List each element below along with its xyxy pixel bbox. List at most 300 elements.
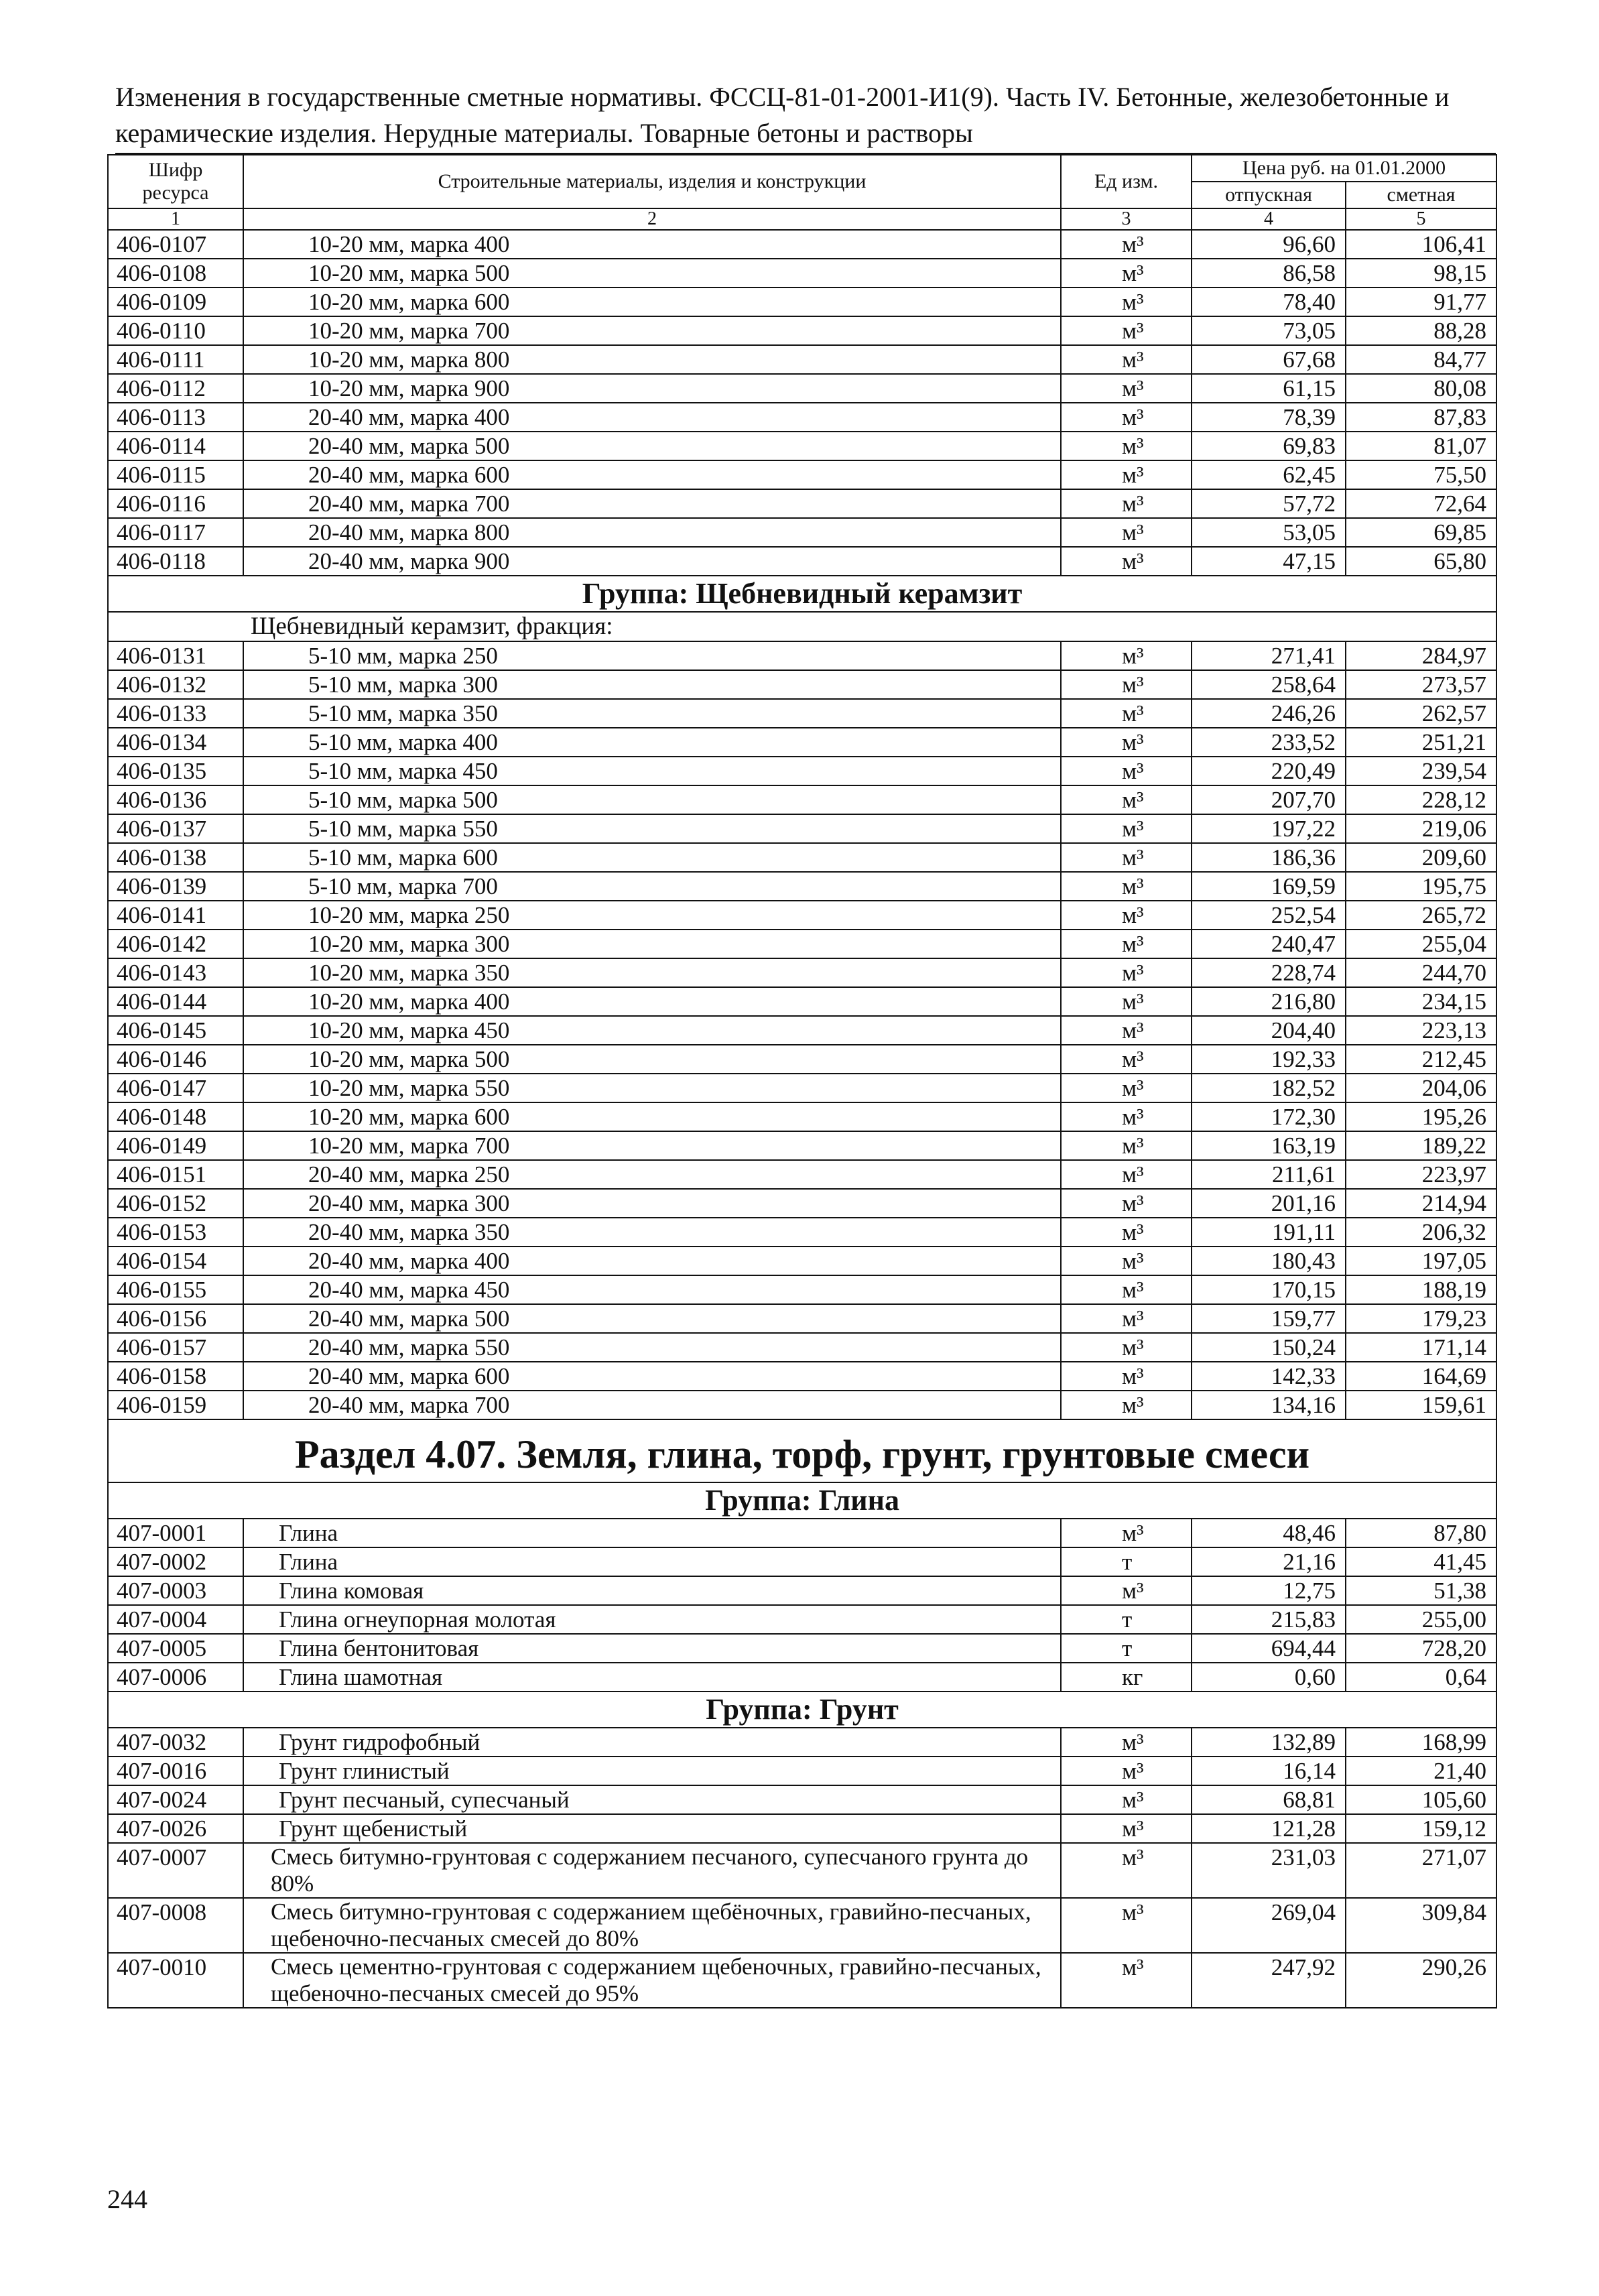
price-release: 271,41 — [1192, 641, 1346, 670]
price-release: 169,59 — [1192, 872, 1346, 901]
unit-of-measure: м³ — [1061, 1898, 1192, 1953]
section-block — [108, 1419, 1496, 1519]
price-estimate: 228,12 — [1346, 785, 1496, 814]
price-release: 192,33 — [1192, 1045, 1346, 1074]
table-row — [108, 641, 1496, 670]
price-release: 201,16 — [1192, 1189, 1346, 1218]
price-estimate: 219,06 — [1346, 814, 1496, 843]
material-name: 10-20 мм, марка 600 — [243, 1102, 1061, 1131]
column-number: 5 — [1346, 208, 1496, 230]
table-row — [108, 432, 1496, 460]
resource-code: 406-0146 — [108, 1045, 243, 1074]
material-name: 5-10 мм, марка 700 — [243, 872, 1061, 901]
resource-code: 406-0113 — [108, 403, 243, 432]
material-name: 5-10 мм, марка 500 — [243, 785, 1061, 814]
column-number: 3 — [1061, 208, 1192, 230]
resource-code: 407-0008 — [108, 1898, 243, 1953]
table-row — [108, 1519, 1496, 1547]
table-row — [108, 958, 1496, 987]
resource-code: 406-0115 — [108, 460, 243, 489]
price-release: 204,40 — [1192, 1016, 1346, 1045]
table-row — [108, 1045, 1496, 1074]
resource-code: 407-0006 — [108, 1663, 243, 1692]
table-row — [108, 547, 1496, 576]
material-name: Грунт гидрофобный — [243, 1728, 1061, 1757]
material-name: 5-10 мм, марка 450 — [243, 757, 1061, 785]
table-row — [108, 460, 1496, 489]
resource-code: 406-0145 — [108, 1016, 243, 1045]
material-name: 10-20 мм, марка 700 — [243, 316, 1061, 345]
material-name: 20-40 мм, марка 250 — [243, 1160, 1061, 1189]
col-header-price: Цена руб. на 01.01.2000 — [1192, 155, 1496, 182]
price-estimate: 171,14 — [1346, 1333, 1496, 1362]
unit-of-measure: м³ — [1061, 230, 1192, 259]
price-release: 246,26 — [1192, 699, 1346, 728]
material-name: 5-10 мм, марка 250 — [243, 641, 1061, 670]
table-row — [108, 901, 1496, 930]
table-row — [108, 1547, 1496, 1576]
unit-of-measure: м³ — [1061, 1074, 1192, 1102]
price-estimate: 244,70 — [1346, 958, 1496, 987]
price-release: 21,16 — [1192, 1547, 1346, 1576]
material-name: 20-40 мм, марка 400 — [243, 403, 1061, 432]
table-row — [108, 1576, 1496, 1605]
material-name: 10-20 мм, марка 500 — [243, 1045, 1061, 1074]
resource-code: 407-0005 — [108, 1634, 243, 1663]
material-name: 20-40 мм, марка 600 — [243, 460, 1061, 489]
price-estimate: 159,61 — [1346, 1391, 1496, 1419]
unit-of-measure: м³ — [1061, 1576, 1192, 1605]
price-estimate: 223,13 — [1346, 1016, 1496, 1045]
unit-of-measure: м³ — [1061, 374, 1192, 403]
resource-code: 406-0132 — [108, 670, 243, 699]
price-estimate: 168,99 — [1346, 1728, 1496, 1757]
price-release: 53,05 — [1192, 518, 1346, 547]
col-header-code: Шифр ресурса — [108, 155, 243, 208]
table-row — [108, 757, 1496, 785]
resource-code: 406-0141 — [108, 901, 243, 930]
price-estimate: 21,40 — [1346, 1757, 1496, 1785]
resource-code: 406-0110 — [108, 316, 243, 345]
unit-of-measure: т — [1061, 1605, 1192, 1634]
price-release: 78,40 — [1192, 288, 1346, 316]
unit-of-measure: м³ — [1061, 814, 1192, 843]
resource-code: 407-0010 — [108, 1953, 243, 2008]
resource-code: 406-0155 — [108, 1275, 243, 1304]
price-release: 211,61 — [1192, 1160, 1346, 1189]
unit-of-measure: м³ — [1061, 1304, 1192, 1333]
table-row — [108, 230, 1496, 259]
resource-code: 407-0024 — [108, 1785, 243, 1814]
resource-code: 406-0142 — [108, 930, 243, 958]
resource-code: 406-0137 — [108, 814, 243, 843]
material-name: 5-10 мм, марка 400 — [243, 728, 1061, 757]
price-release: 68,81 — [1192, 1785, 1346, 1814]
unit-of-measure: м³ — [1061, 1189, 1192, 1218]
price-release: 47,15 — [1192, 547, 1346, 576]
price-release: 67,68 — [1192, 345, 1346, 374]
section-title: Раздел 4.07. Земля, глина, торф, грунт, грунтовые смеси — [108, 1419, 1496, 1482]
unit-of-measure: м³ — [1061, 641, 1192, 670]
unit-of-measure: м³ — [1061, 1843, 1192, 1898]
price-estimate: 223,97 — [1346, 1160, 1496, 1189]
resource-code: 406-0157 — [108, 1333, 243, 1362]
price-estimate: 189,22 — [1346, 1131, 1496, 1160]
table-row — [108, 1160, 1496, 1189]
rows-block-b — [108, 641, 1496, 1419]
price-estimate: 209,60 — [1346, 843, 1496, 872]
subgroup-heading-keramzit: Щебневидный керамзит, фракция: — [108, 612, 1496, 641]
group-heading-grunt: Группа: Грунт — [108, 1692, 1496, 1728]
material-name: 10-20 мм, марка 550 — [243, 1074, 1061, 1102]
unit-of-measure: м³ — [1061, 1728, 1192, 1757]
price-estimate: 72,64 — [1346, 489, 1496, 518]
resource-code: 406-0138 — [108, 843, 243, 872]
price-release: 228,74 — [1192, 958, 1346, 987]
resource-code: 406-0154 — [108, 1247, 243, 1275]
material-name: Грунт щебенистый — [243, 1814, 1061, 1843]
resource-code: 406-0149 — [108, 1131, 243, 1160]
material-name: 20-40 мм, марка 350 — [243, 1218, 1061, 1247]
resource-code: 406-0147 — [108, 1074, 243, 1102]
price-estimate: 75,50 — [1346, 460, 1496, 489]
table-row — [108, 1634, 1496, 1663]
price-estimate: 197,05 — [1346, 1247, 1496, 1275]
price-estimate: 214,94 — [1346, 1189, 1496, 1218]
group-heading-glina: Группа: Глина — [108, 1482, 1496, 1519]
rows-block-e — [108, 1843, 1496, 2008]
resource-code: 406-0148 — [108, 1102, 243, 1131]
section-heading-row — [108, 1419, 1496, 1482]
resource-code: 406-0133 — [108, 699, 243, 728]
price-release: 142,33 — [1192, 1362, 1346, 1391]
unit-of-measure: м³ — [1061, 872, 1192, 901]
material-name: 5-10 мм, марка 550 — [243, 814, 1061, 843]
resource-code: 406-0158 — [108, 1362, 243, 1391]
price-estimate: 262,57 — [1346, 699, 1496, 728]
unit-of-measure: м³ — [1061, 728, 1192, 757]
price-estimate: 80,08 — [1346, 374, 1496, 403]
table-row — [108, 1814, 1496, 1843]
column-number: 4 — [1192, 208, 1346, 230]
table-row — [108, 814, 1496, 843]
price-release: 240,47 — [1192, 930, 1346, 958]
col-header-name: Строительные материалы, изделия и конструкции — [243, 155, 1061, 208]
rows-block-c — [108, 1519, 1496, 1692]
price-release: 48,46 — [1192, 1519, 1346, 1547]
price-release: 231,03 — [1192, 1843, 1346, 1898]
price-estimate: 159,12 — [1346, 1814, 1496, 1843]
table-row — [108, 670, 1496, 699]
table-row — [108, 374, 1496, 403]
price-estimate: 98,15 — [1346, 259, 1496, 288]
unit-of-measure: м³ — [1061, 901, 1192, 930]
price-table — [107, 154, 1497, 2008]
unit-of-measure: м³ — [1061, 489, 1192, 518]
material-name: 20-40 мм, марка 700 — [243, 1391, 1061, 1419]
resource-code: 406-0131 — [108, 641, 243, 670]
resource-code: 406-0144 — [108, 987, 243, 1016]
unit-of-measure: м³ — [1061, 757, 1192, 785]
price-estimate: 284,97 — [1346, 641, 1496, 670]
price-release: 258,64 — [1192, 670, 1346, 699]
price-release: 78,39 — [1192, 403, 1346, 432]
material-name: 10-20 мм, марка 700 — [243, 1131, 1061, 1160]
col-header-price-release: отпускная — [1192, 182, 1346, 208]
price-release: 215,83 — [1192, 1605, 1346, 1634]
price-release: 180,43 — [1192, 1247, 1346, 1275]
price-estimate: 164,69 — [1346, 1362, 1496, 1391]
price-release: 86,58 — [1192, 259, 1346, 288]
price-estimate: 255,00 — [1346, 1605, 1496, 1634]
material-name: Глина бентонитовая — [243, 1634, 1061, 1663]
header-line-2: керамические изделия. Нерудные материалы. Товарные бетоны и растворы — [115, 118, 973, 148]
price-estimate: 271,07 — [1346, 1843, 1496, 1898]
group-heading-row — [108, 1482, 1496, 1519]
resource-code: 406-0159 — [108, 1391, 243, 1419]
table-row — [108, 1275, 1496, 1304]
unit-of-measure: м³ — [1061, 547, 1192, 576]
price-release: 134,16 — [1192, 1391, 1346, 1419]
table-row — [108, 1785, 1496, 1814]
resource-code: 406-0107 — [108, 230, 243, 259]
price-estimate: 88,28 — [1346, 316, 1496, 345]
unit-of-measure: м³ — [1061, 670, 1192, 699]
price-release: 0,60 — [1192, 1663, 1346, 1692]
price-release: 96,60 — [1192, 230, 1346, 259]
price-estimate: 195,26 — [1346, 1102, 1496, 1131]
price-release: 182,52 — [1192, 1074, 1346, 1102]
resource-code: 406-0135 — [108, 757, 243, 785]
unit-of-measure: м³ — [1061, 259, 1192, 288]
unit-of-measure: м³ — [1061, 1953, 1192, 2008]
resource-code: 406-0108 — [108, 259, 243, 288]
resource-code: 406-0139 — [108, 872, 243, 901]
unit-of-measure: кг — [1061, 1663, 1192, 1692]
price-estimate: 51,38 — [1346, 1576, 1496, 1605]
table-row — [108, 1953, 1496, 2008]
table-row — [108, 288, 1496, 316]
table-row — [108, 930, 1496, 958]
material-name: 20-40 мм, марка 400 — [243, 1247, 1061, 1275]
price-release: 269,04 — [1192, 1898, 1346, 1953]
price-estimate: 81,07 — [1346, 432, 1496, 460]
group-heading-keramzit: Группа: Щебневидный керамзит — [108, 576, 1496, 612]
material-name: Глина огнеупорная молотая — [243, 1605, 1061, 1634]
price-estimate: 91,77 — [1346, 288, 1496, 316]
material-name: 20-40 мм, марка 300 — [243, 1189, 1061, 1218]
rows-block-a — [108, 230, 1496, 576]
price-release: 16,14 — [1192, 1757, 1346, 1785]
table-row — [108, 259, 1496, 288]
price-estimate: 106,41 — [1346, 230, 1496, 259]
price-release: 172,30 — [1192, 1102, 1346, 1131]
material-name: 10-20 мм, марка 500 — [243, 259, 1061, 288]
unit-of-measure: м³ — [1061, 1218, 1192, 1247]
price-release: 207,70 — [1192, 785, 1346, 814]
unit-of-measure: м³ — [1061, 1391, 1192, 1419]
price-estimate: 69,85 — [1346, 518, 1496, 547]
unit-of-measure: м³ — [1061, 1757, 1192, 1785]
unit-of-measure: м³ — [1061, 699, 1192, 728]
price-release: 216,80 — [1192, 987, 1346, 1016]
price-release: 73,05 — [1192, 316, 1346, 345]
resource-code: 406-0151 — [108, 1160, 243, 1189]
material-name: Смесь цементно-грунтовая с содержанием щебеночных, гравийно-песчаных, щебеночно-песчаных смесей до 95% — [243, 1953, 1061, 2008]
material-name: Грунт глинистый — [243, 1757, 1061, 1785]
resource-code: 406-0117 — [108, 518, 243, 547]
table-row — [108, 316, 1496, 345]
material-name: 20-40 мм, марка 700 — [243, 489, 1061, 518]
table-row — [108, 1362, 1496, 1391]
price-estimate: 206,32 — [1346, 1218, 1496, 1247]
material-name: Грунт песчаный, супесчаный — [243, 1785, 1061, 1814]
unit-of-measure: м³ — [1061, 288, 1192, 316]
price-estimate: 309,84 — [1346, 1898, 1496, 1953]
price-release: 233,52 — [1192, 728, 1346, 757]
unit-of-measure: м³ — [1061, 1785, 1192, 1814]
price-estimate: 290,26 — [1346, 1953, 1496, 2008]
material-name: 20-40 мм, марка 450 — [243, 1275, 1061, 1304]
price-estimate: 179,23 — [1346, 1304, 1496, 1333]
resource-code: 406-0111 — [108, 345, 243, 374]
unit-of-measure: м³ — [1061, 987, 1192, 1016]
group-grunt-block — [108, 1692, 1496, 1728]
price-estimate: 212,45 — [1346, 1045, 1496, 1074]
material-name: Глина шамотная — [243, 1663, 1061, 1692]
resource-code: 406-0152 — [108, 1189, 243, 1218]
unit-of-measure: м³ — [1061, 1362, 1192, 1391]
price-estimate: 65,80 — [1346, 547, 1496, 576]
material-name: 10-20 мм, марка 400 — [243, 230, 1061, 259]
unit-of-measure: м³ — [1061, 1045, 1192, 1074]
rows-block-d — [108, 1728, 1496, 1843]
price-estimate: 273,57 — [1346, 670, 1496, 699]
price-release: 163,19 — [1192, 1131, 1346, 1160]
resource-code: 407-0002 — [108, 1547, 243, 1576]
resource-code: 407-0001 — [108, 1519, 243, 1547]
unit-of-measure: м³ — [1061, 316, 1192, 345]
material-name: 10-20 мм, марка 800 — [243, 345, 1061, 374]
unit-of-measure: м³ — [1061, 1519, 1192, 1547]
table-row — [108, 843, 1496, 872]
table-row — [108, 1391, 1496, 1419]
resource-code: 406-0153 — [108, 1218, 243, 1247]
material-name: 10-20 мм, марка 250 — [243, 901, 1061, 930]
resource-code: 406-0156 — [108, 1304, 243, 1333]
resource-code: 407-0007 — [108, 1843, 243, 1898]
group-heading-row — [108, 1692, 1496, 1728]
unit-of-measure: м³ — [1061, 1333, 1192, 1362]
price-estimate: 105,60 — [1346, 1785, 1496, 1814]
table-row — [108, 1131, 1496, 1160]
unit-of-measure: м³ — [1061, 843, 1192, 872]
unit-of-measure: м³ — [1061, 1131, 1192, 1160]
table-row — [108, 1605, 1496, 1634]
table-row — [108, 1218, 1496, 1247]
unit-of-measure: м³ — [1061, 1247, 1192, 1275]
table-row — [108, 518, 1496, 547]
table-row — [108, 872, 1496, 901]
price-estimate: 87,80 — [1346, 1519, 1496, 1547]
price-estimate: 251,21 — [1346, 728, 1496, 757]
resource-code: 407-0032 — [108, 1728, 243, 1757]
resource-code: 407-0016 — [108, 1757, 243, 1785]
subgroup-heading-row — [108, 612, 1496, 641]
group-heading-row — [108, 576, 1496, 612]
unit-of-measure: м³ — [1061, 518, 1192, 547]
unit-of-measure: м³ — [1061, 930, 1192, 958]
price-release: 694,44 — [1192, 1634, 1346, 1663]
resource-code: 406-0143 — [108, 958, 243, 987]
table-row — [108, 1074, 1496, 1102]
price-estimate: 188,19 — [1346, 1275, 1496, 1304]
unit-of-measure: м³ — [1061, 460, 1192, 489]
price-release: 159,77 — [1192, 1304, 1346, 1333]
resource-code: 406-0136 — [108, 785, 243, 814]
price-estimate: 87,83 — [1346, 403, 1496, 432]
table-row — [108, 728, 1496, 757]
material-name: 10-20 мм, марка 350 — [243, 958, 1061, 987]
unit-of-measure: т — [1061, 1547, 1192, 1576]
material-name: 5-10 мм, марка 350 — [243, 699, 1061, 728]
material-name: 20-40 мм, марка 500 — [243, 432, 1061, 460]
price-release: 150,24 — [1192, 1333, 1346, 1362]
resource-code: 407-0003 — [108, 1576, 243, 1605]
table-row — [108, 1843, 1496, 1898]
table-row — [108, 1757, 1496, 1785]
unit-of-measure: м³ — [1061, 958, 1192, 987]
price-estimate: 234,15 — [1346, 987, 1496, 1016]
price-release: 170,15 — [1192, 1275, 1346, 1304]
material-name: Глина комовая — [243, 1576, 1061, 1605]
price-estimate: 41,45 — [1346, 1547, 1496, 1576]
price-estimate: 239,54 — [1346, 757, 1496, 785]
price-estimate: 204,06 — [1346, 1074, 1496, 1102]
header-line-1: Изменения в государственные сметные нормативы. ФССЦ-81-01-2001-И1(9). Часть IV. Бетонные, железобетонные и — [115, 82, 1450, 112]
unit-of-measure: т — [1061, 1634, 1192, 1663]
group-keramzit-block — [108, 576, 1496, 641]
unit-of-measure: м³ — [1061, 1016, 1192, 1045]
material-name: 10-20 мм, марка 300 — [243, 930, 1061, 958]
material-name: 5-10 мм, марка 600 — [243, 843, 1061, 872]
table-row — [108, 489, 1496, 518]
table-row — [108, 1333, 1496, 1362]
material-name: 20-40 мм, марка 500 — [243, 1304, 1061, 1333]
price-release: 247,92 — [1192, 1953, 1346, 2008]
material-name: Глина — [243, 1547, 1061, 1576]
price-release: 197,22 — [1192, 814, 1346, 843]
material-name: Смесь битумно-грунтовая с содержанием песчаного, супесчаного грунта до 80% — [243, 1843, 1061, 1898]
price-release: 132,89 — [1192, 1728, 1346, 1757]
table-row — [108, 987, 1496, 1016]
column-number: 2 — [243, 208, 1061, 230]
column-number: 1 — [108, 208, 243, 230]
price-release: 62,45 — [1192, 460, 1346, 489]
resource-code: 406-0134 — [108, 728, 243, 757]
page-number: 244 — [107, 2184, 147, 2214]
table-row — [108, 1304, 1496, 1333]
unit-of-measure: м³ — [1061, 403, 1192, 432]
column-number-row — [108, 208, 1496, 230]
material-name: Смесь битумно-грунтовая с содержанием щебёночных, гравийно-песчаных, щебеночно-песчаных смесей до 80% — [243, 1898, 1061, 1953]
unit-of-measure: м³ — [1061, 1102, 1192, 1131]
table-row — [108, 1898, 1496, 1953]
resource-code: 407-0026 — [108, 1814, 243, 1843]
material-name: Глина — [243, 1519, 1061, 1547]
price-estimate: 255,04 — [1346, 930, 1496, 958]
table-row — [108, 785, 1496, 814]
